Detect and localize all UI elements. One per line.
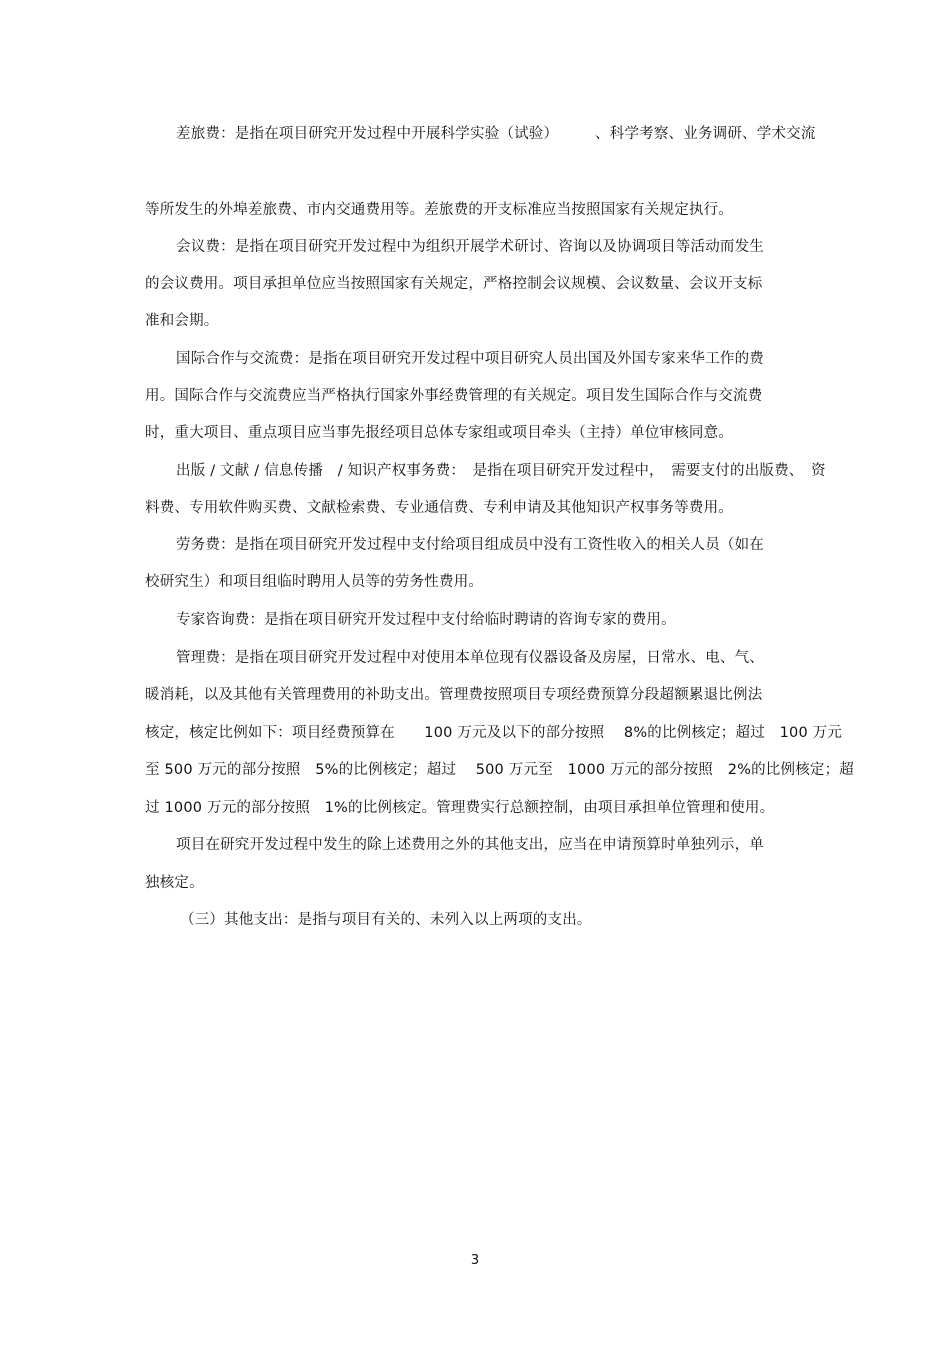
text-line: 的会议费用。项目承担单位应当按照国家有关规定，严格控制会议规模、会议数量、会议开支标 [145, 276, 763, 292]
text-line: 专家咨询费：是指在项目研究开发过程中支付给临时聘请的咨询专家的费用。 [176, 612, 676, 628]
text-line: 时，重大项目、重点项目应当事先报经项目总体专家组或项目牵头（主持）单位审核同意。 [145, 425, 733, 441]
text-line: 用。国际合作与交流费应当严格执行国家外事经费管理的有关规定。项目发生国际合作与交流费 [145, 388, 763, 404]
text-line: 至 500 万元的部分按照 5%的比例核定；超过 500 万元至 1000 万元的部分按照 2%的比例核定；超 [145, 762, 855, 778]
text-line: 劳务费：是指在项目研究开发过程中支付给项目组成员中没有工资性收入的相关人员（如在 [176, 537, 764, 553]
text-line: 会议费：是指在项目研究开发过程中为组织开展学术研讨、咨询以及协调项目等活动而发生 [176, 239, 764, 255]
text-line: 管理费：是指在项目研究开发过程中对使用本单位现有仪器设备及房屋，日常水、电、气、 [176, 650, 764, 666]
text-line: 暖消耗，以及其他有关管理费用的补助支出。管理费按照项目专项经费预算分段超额累退比例法 [145, 687, 763, 703]
page-number: 3 [470, 1253, 480, 1268]
text-line: 过 1000 万元的部分按照 1%的比例核定。管理费实行总额控制，由项目承担单位管理和使用。 [145, 800, 775, 816]
text-line: 校研究生）和项目组临时聘用人员等的劳务性费用。 [145, 574, 484, 590]
text-line: 独核定。 [145, 875, 204, 891]
text-line: 准和会期。 [145, 313, 219, 329]
text-line: 出版 / 文献 / 信息传播 / 知识产权事务费： 是指在项目研究开发过程中， 需要支付的出版费、 资 [176, 463, 826, 479]
text-line: 料费、专用软件购买费、文献检索费、专业通信费、专利申请及其他知识产权事务等费用。 [145, 500, 733, 516]
section-heading: （三）其他支出：是指与项目有关的、未列入以上两项的支出。 [180, 912, 592, 928]
text-line: 核定，核定比例如下：项目经费预算在 100 万元及以下的部分按照 8%的比例核定；超过 100 万元 [145, 725, 843, 741]
text-line: 差旅费：是指在项目研究开发过程中开展科学实验（试验） 、科学考察、业务调研、学术交流 [176, 126, 816, 142]
text-line: 国际合作与交流费：是指在项目研究开发过程中项目研究人员出国及外国专家来华工作的费 [176, 351, 764, 367]
text-line: 项目在研究开发过程中发生的除上述费用之外的其他支出，应当在申请预算时单独列示，单 [176, 837, 764, 853]
text-line: 等所发生的外埠差旅费、市内交通费用等。差旅费的开支标准应当按照国家有关规定执行。 [145, 202, 733, 218]
